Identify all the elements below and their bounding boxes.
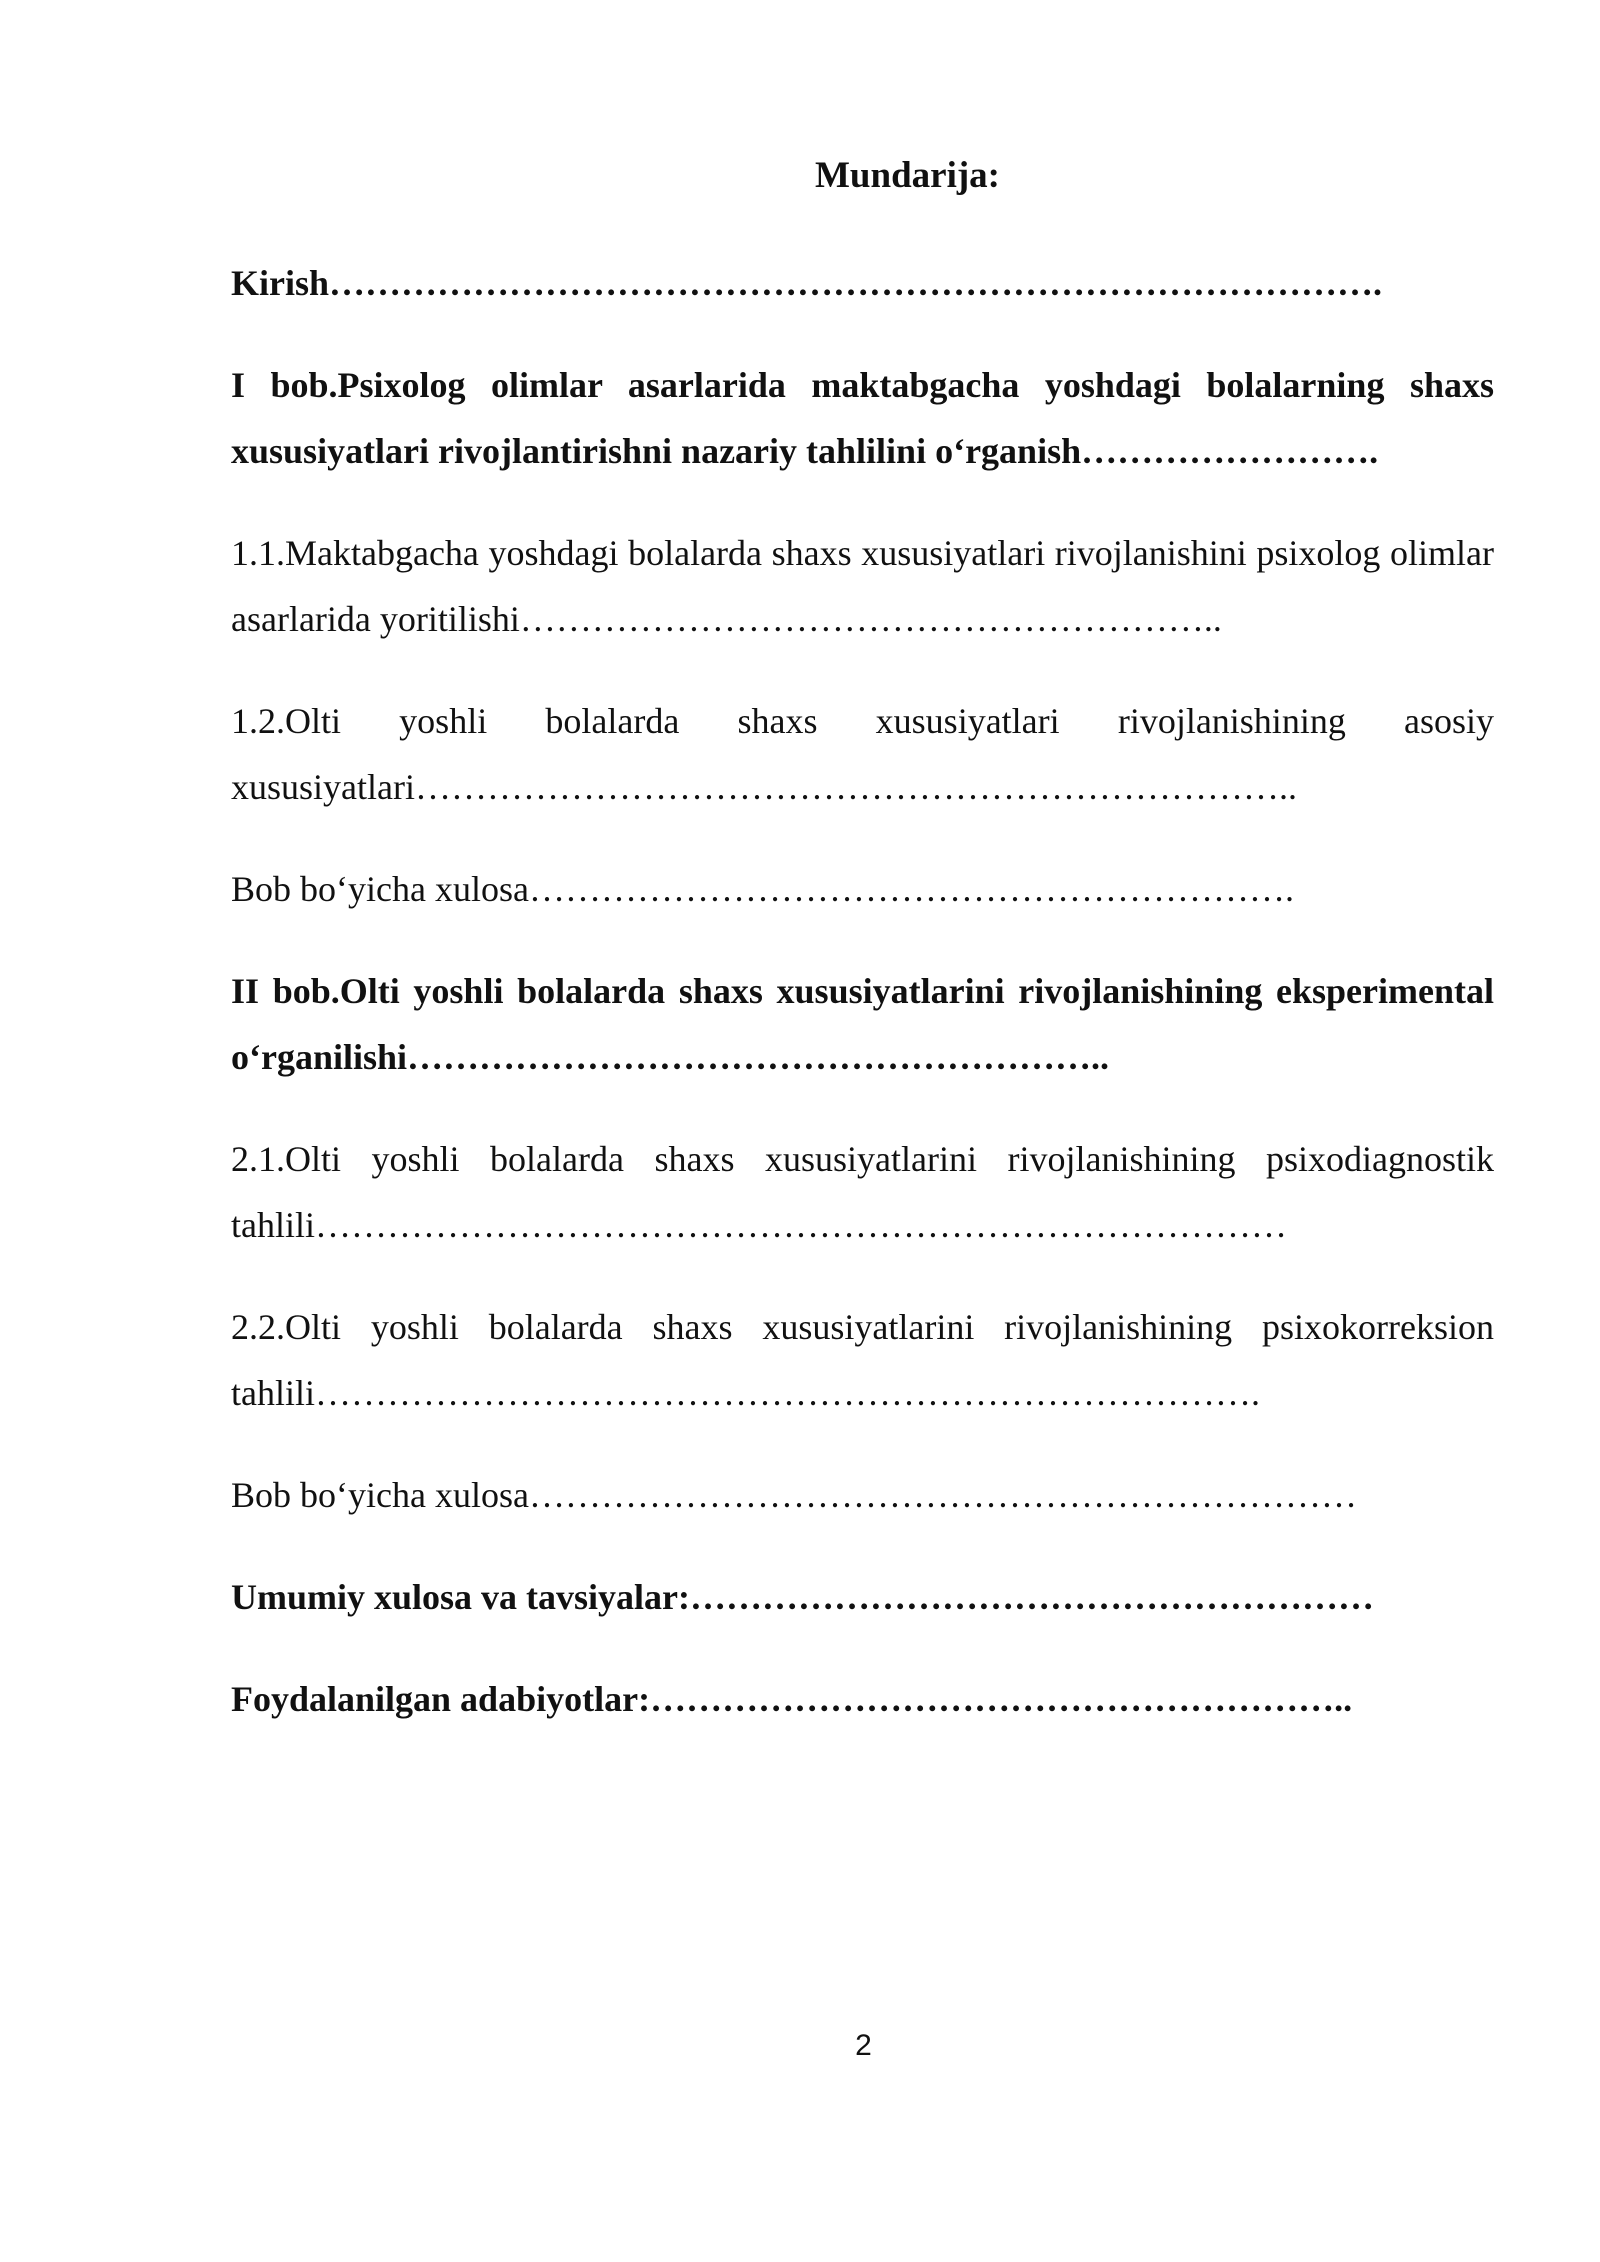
table-of-contents <box>231 250 1494 1768</box>
toc-entry-kirish: Kirish……………………………………………………………………………. <box>231 263 1383 303</box>
toc-entry-section-1-2: 1.2.Olti yoshli bolalarda shaxs xususiyatlari rivojlanishining asosiy xususiyatlari……………………………………………………………….. <box>231 701 1494 807</box>
toc-entry-chapter-1: I bob.Psixolog olimlar asarlarida maktabgacha yoshdagi bolalarning shaxs xususiyatlari rivojlantirishni nazariy tahlilini o‘rganish……………………. <box>231 365 1494 471</box>
page-number: 2 <box>855 2029 872 2062</box>
toc-entry-chapter-1-conclusion: Bob bo‘yicha xulosa………………………………………………………. <box>231 869 1294 909</box>
toc-entry-references: Foydalanilgan adabiyotlar:………………………………………………….. <box>231 1679 1353 1719</box>
toc-entry-chapter-2-conclusion: Bob bo‘yicha xulosa…………………………………………………………… <box>231 1475 1357 1515</box>
toc-entry-general-conclusion: Umumiy xulosa va tavsiyalar:………………………………………………… <box>231 1577 1374 1617</box>
toc-entry-chapter-2: II bob.Olti yoshli bolalarda shaxs xususiyatlarini rivojlanishining eksperimental o‘rganilishi………………………………………………….. <box>231 971 1494 1077</box>
toc-entry-section-2-1: 2.1.Olti yoshli bolalarda shaxs xususiyatlarini rivojlanishining psixodiagnostik tahlili……………………………………………………………………… <box>231 1139 1494 1245</box>
toc-entry-section-2-2: 2.2.Olti yoshli bolalarda shaxs xususiyatlarini rivojlanishining psixokorreksion tahlili……………………………………………………………………. <box>231 1307 1494 1413</box>
toc-title: Mundarija: <box>815 155 1000 196</box>
toc-entry-section-1-1: 1.1.Maktabgacha yoshdagi bolalarda shaxs xususiyatlari rivojlanishini psixolog olimlar asarlarida yoritilishi………………………………………………….. <box>231 533 1494 639</box>
